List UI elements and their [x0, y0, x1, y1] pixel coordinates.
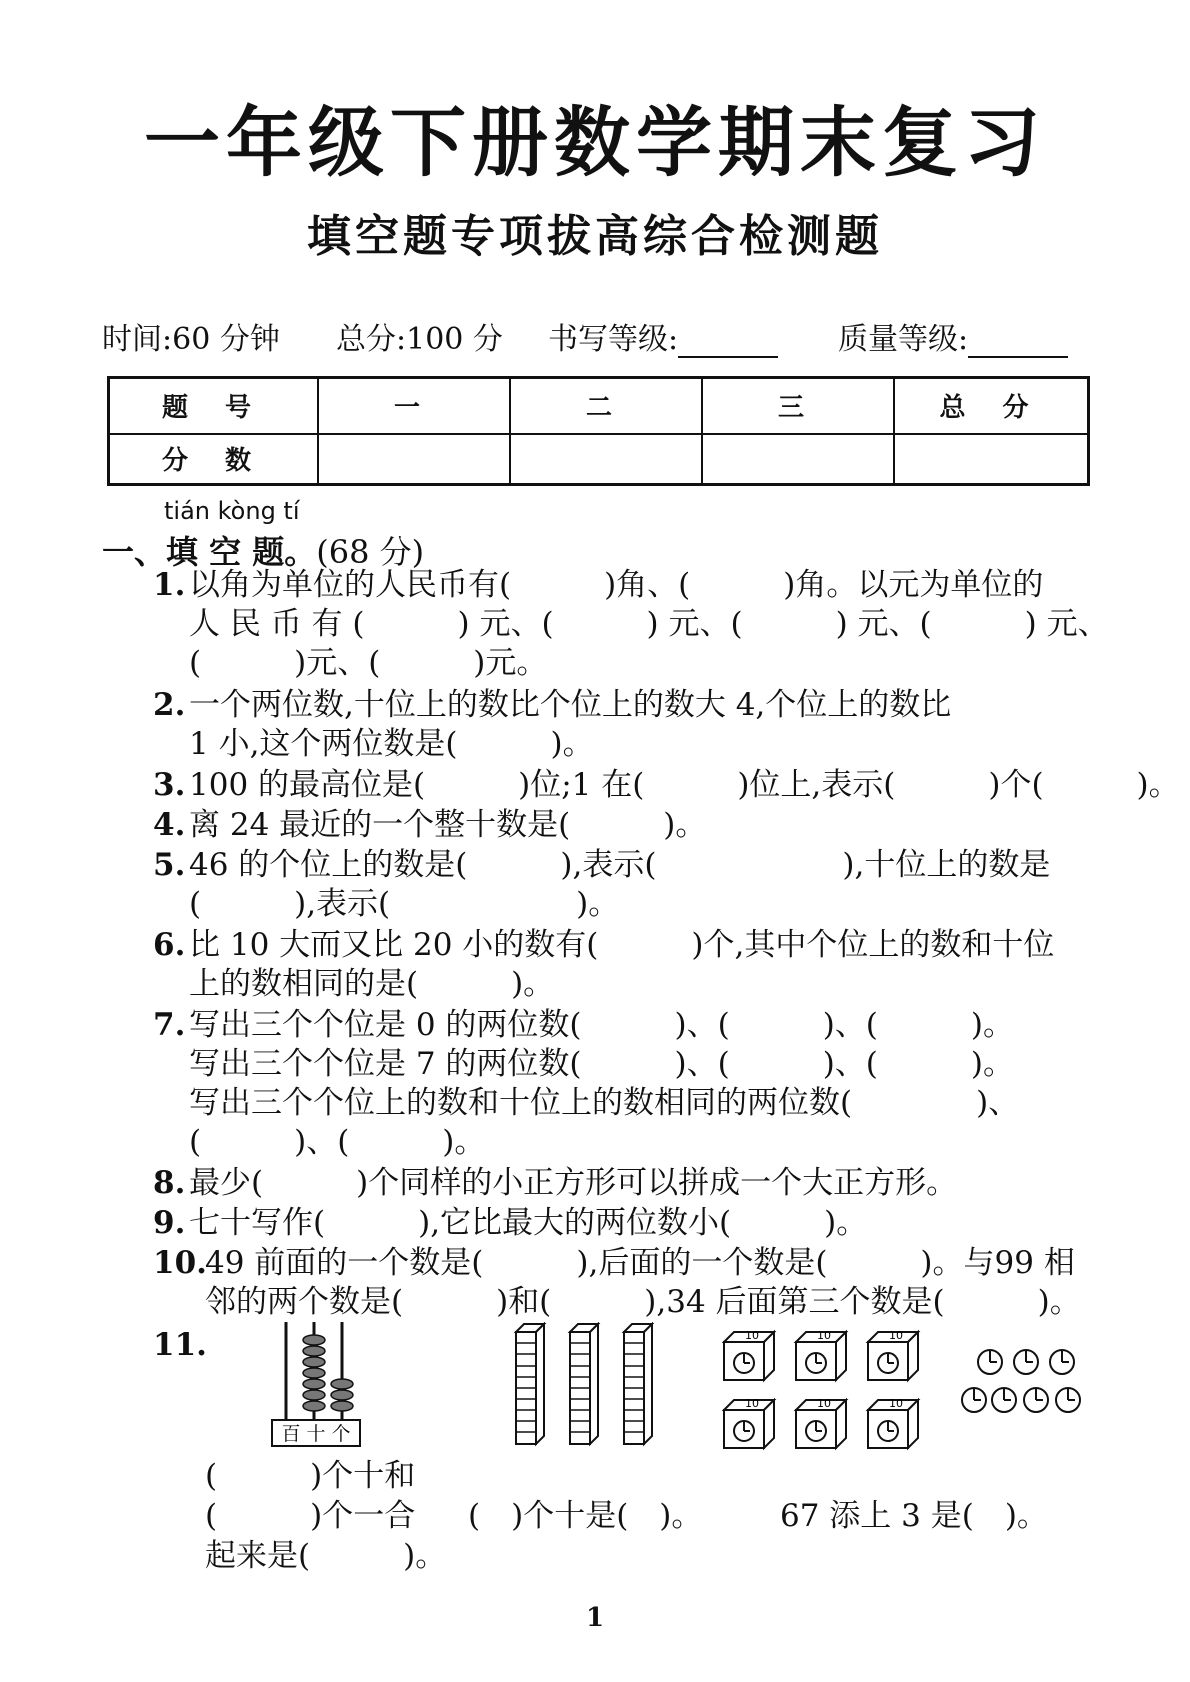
question-line: 100 的最高位是( )位;1 在( )位上,表示( )个( )。 [189, 767, 1180, 803]
question-number: 3. [153, 767, 186, 803]
question-line: 人 民 币 有 ( ) 元、( ) 元、( ) 元、( ) 元、 [189, 606, 1109, 642]
header-cell: 二 [510, 378, 702, 434]
question-line: ( ),表示( )。 [189, 886, 620, 922]
tens-beads [303, 1335, 325, 1411]
clock-unit [992, 1388, 1016, 1412]
question-line: 46 的个位上的数是( ),表示( ),十位上的数是 [189, 847, 1051, 883]
q11-answer-mid: ( )个十是( )。 [468, 1498, 703, 1534]
question-number: 11. [153, 1327, 207, 1363]
abacus-label: 百 十 个 [281, 1423, 351, 1445]
question-number: 10. [153, 1245, 207, 1281]
box-label: 10 [889, 1397, 903, 1410]
question-line: 七十写作( ),它比最大的两位数小( )。 [189, 1205, 868, 1241]
question-line: 1 小,这个两位数是( )。 [189, 726, 594, 762]
writing-grade-blank[interactable] [678, 326, 778, 358]
time-info: 时间:60 分钟 [102, 322, 280, 357]
question-line: 一个两位数,十位上的数比个位上的数大 4,个位上的数比 [189, 687, 952, 723]
question-number: 9. [153, 1205, 186, 1241]
question-line: 写出三个个位上的数和十位上的数相同的两位数( )、 [189, 1085, 1020, 1121]
score-cell[interactable] [894, 434, 1089, 485]
question-line: 邻的两个数是( )和( ),34 后面第三个数是( )。 [205, 1284, 1081, 1320]
clock-unit [1014, 1350, 1038, 1374]
total-info: 总分:100 分 [336, 322, 503, 357]
question-line: ( )、( )。 [189, 1124, 486, 1160]
question-line: 上的数相同的是( )。 [189, 966, 555, 1002]
section-title: 一、填 空 题。 [102, 533, 317, 571]
quality-grade [838, 314, 1068, 358]
quality-grade-label: 质量等级: [838, 322, 969, 357]
page-title: 一年级下册数学期末复习 [144, 98, 1046, 187]
box-label: 10 [817, 1329, 831, 1342]
question-number: 7. [153, 1007, 186, 1043]
score-cell[interactable] [318, 434, 510, 485]
header-cell: 三 [702, 378, 894, 434]
q11-answer-right: 67 添上 3 是( )。 [780, 1498, 1048, 1534]
boxes-of-ten-figure [722, 1326, 932, 1454]
ones-beads [331, 1379, 353, 1411]
question-line: 比 10 大而又比 20 小的数有( )个,其中个位上的数和十位 [189, 927, 1055, 963]
header-cell: 一 [318, 378, 510, 434]
ten-rod [516, 1324, 544, 1444]
section-pinyin: tián kòng tí [164, 497, 300, 525]
ones-clocks-figure [958, 1340, 1088, 1420]
ten-rod [570, 1324, 598, 1444]
question-number: 6. [153, 927, 186, 963]
clock-unit [1050, 1350, 1074, 1374]
box-label: 10 [745, 1329, 759, 1342]
box-label: 10 [889, 1329, 903, 1342]
q11-answer-line: ( )个一合 [205, 1498, 416, 1534]
question-line: 写出三个个位是 7 的两位数( )、( )、( )。 [189, 1046, 1014, 1082]
page-subtitle: 填空题专项拔高综合检测题 [307, 211, 883, 262]
clock-unit [962, 1388, 986, 1412]
page-number: 1 [585, 1603, 605, 1633]
ten-rods-figure [514, 1322, 654, 1450]
clock-unit [1056, 1388, 1080, 1412]
question-number: 5. [153, 847, 186, 883]
score-table-header [109, 378, 1089, 434]
question-number: 8. [153, 1165, 186, 1201]
score-cell[interactable] [510, 434, 702, 485]
writing-grade-label: 书写等级: [548, 322, 679, 357]
question-line: 离 24 最近的一个整十数是( )。 [189, 807, 707, 843]
question-line: 以角为单位的人民币有( )角、( )角。以元为单位的 [189, 567, 1044, 603]
ten-rod [624, 1324, 652, 1444]
score-cell[interactable] [702, 434, 894, 485]
box-label: 10 [817, 1397, 831, 1410]
question-number: 2. [153, 687, 186, 723]
box-label: 10 [745, 1397, 759, 1410]
question-number: 4. [153, 807, 186, 843]
question-line: ( )元、( )元。 [189, 645, 548, 681]
score-table [107, 376, 1090, 486]
section-points: (68 分) [316, 533, 425, 571]
clock-unit [978, 1350, 1002, 1374]
clock-unit [1024, 1388, 1048, 1412]
writing-grade [548, 314, 778, 358]
quality-grade-blank[interactable] [968, 326, 1068, 358]
score-table-row [109, 434, 1089, 485]
row-label: 分 数 [109, 434, 319, 485]
question-number: 1. [153, 567, 186, 603]
q11-answer-line: 起来是( )。 [205, 1538, 447, 1574]
abacus-figure [268, 1320, 368, 1448]
q11-answer-line: ( )个十和 [205, 1458, 416, 1494]
question-line: 写出三个个位是 0 的两位数( )、( )、( )。 [189, 1007, 1014, 1043]
header-cell: 总 分 [894, 378, 1089, 434]
question-line: 最少( )个同样的小正方形可以拼成一个大正方形。 [189, 1165, 958, 1201]
header-cell: 题 号 [109, 378, 319, 434]
question-line: 49 前面的一个数是( ),后面的一个数是( )。与99 相 [205, 1245, 1075, 1281]
